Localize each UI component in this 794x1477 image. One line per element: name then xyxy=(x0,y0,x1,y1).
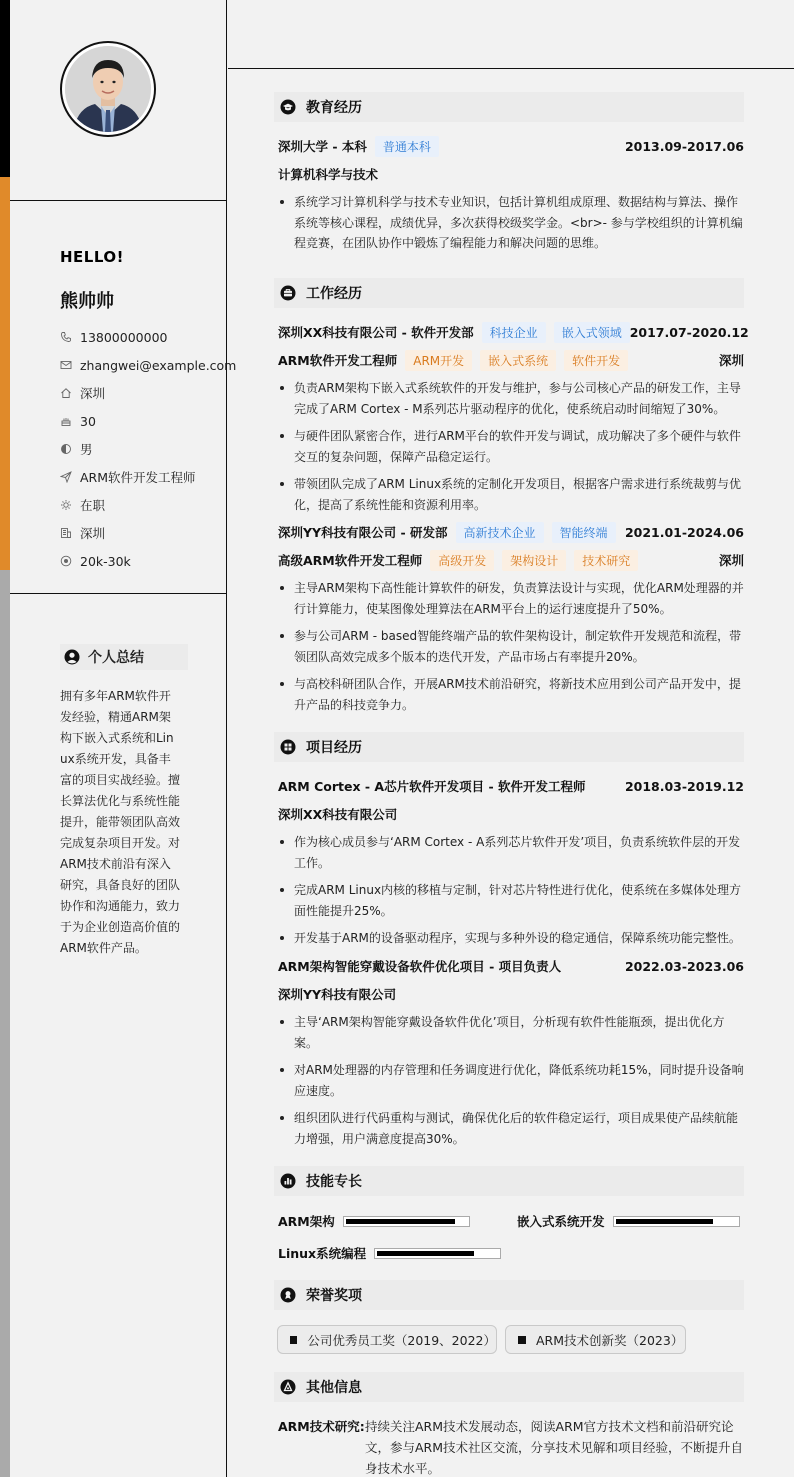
skill-item xyxy=(517,1211,740,1231)
job-1-role-tag: 软件开发 xyxy=(564,350,628,371)
project-1-title-row xyxy=(278,775,744,797)
project-1-date: 2018.03-2019.12 xyxy=(624,778,744,794)
award-badge xyxy=(505,1325,686,1354)
job-2-company-tag: 高新技术企业 xyxy=(456,522,544,543)
education-school: 深圳大学 - 本科 xyxy=(278,139,367,154)
skill-item xyxy=(278,1211,470,1231)
main-top-divider xyxy=(228,68,794,69)
list-item: 主导‘ARM架构智能穿戴设备软件优化’项目，分析现有软件性能瓶颈，提出优化方案。 xyxy=(278,1012,744,1053)
job-1-role-tag: ARM开发 xyxy=(405,350,472,371)
skill-name: ARM架构 xyxy=(278,1214,335,1229)
cake-icon xyxy=(60,415,72,427)
phone-icon xyxy=(60,331,72,343)
contact-info-list xyxy=(60,323,237,575)
award-text: ARM技术创新奖（2023） xyxy=(536,1332,684,1348)
project-1-company-row xyxy=(278,803,744,825)
job-1-city: 深圳 xyxy=(718,353,744,368)
status-icon xyxy=(60,499,72,511)
sidebar-divider xyxy=(10,200,227,201)
skill-level-bar xyxy=(613,1216,740,1227)
home-icon xyxy=(60,387,72,399)
info-phone: 13800000000 xyxy=(60,323,230,351)
email-icon xyxy=(60,359,72,371)
skill-level-fill xyxy=(616,1219,713,1224)
job-2-company-row xyxy=(278,521,744,543)
bar-chart-icon xyxy=(280,1173,296,1189)
list-item: 负责ARM架构下嵌入式系统软件的开发与维护，参与公司核心产品的研发工作，主导完成了ARM Cortex - M系列芯片驱动程序的优化，使系统启动时间缩短了30%。 xyxy=(278,378,744,419)
award-icon xyxy=(280,1287,296,1303)
summary-text: 拥有多年ARM软件开发经验，精通ARM架构下嵌入式系统和Linux系统开发，具备丰富的项目实战经验。擅长算法优化与系统性能提升，能带领团队高效完成复杂项目开发。对ARM技术前沿有深入研究，具备良好的团队协作和沟通能力，致力于为企业创造高价值的ARM软件产品。 xyxy=(60,689,181,955)
education-bullets xyxy=(278,192,744,261)
skill-name: 嵌入式系统开发 xyxy=(517,1214,605,1229)
project-2-company-row xyxy=(278,983,744,1005)
accent-stripe-orange xyxy=(0,177,10,570)
list-item: 开发基于ARM的设备驱动程序，实现与多种外设的稳定通信，保障系统功能完整性。 xyxy=(278,928,744,949)
skill-item xyxy=(278,1243,501,1263)
skill-level-bar xyxy=(374,1248,501,1259)
job-1-role-tag: 嵌入式系统 xyxy=(480,350,556,371)
award-badge xyxy=(277,1325,497,1354)
candidate-name: 熊帅帅 xyxy=(60,291,114,312)
projects-heading: 项目经历 xyxy=(274,732,744,762)
project-1-name: ARM Cortex - A芯片软件开发项目 - 软件开发工程师 xyxy=(278,779,586,794)
skill-name: Linux系统编程 xyxy=(278,1246,367,1261)
salary-icon xyxy=(60,555,72,567)
job-1-date: 2017.07-2020.12 xyxy=(629,324,749,340)
job-2-role: 高级ARM软件开发工程师 xyxy=(278,553,423,568)
list-item: 系统学习计算机科学与技术专业知识，包括计算机组成原理、数据结构与算法、操作系统等核心课程，成绩优异，多次获得校级奖学金。<br>- 参与学校组织的计算机编程竞赛，在团队协作中锻炼了编程能力和解决问题的思维。 xyxy=(278,192,744,254)
project-2-bullets xyxy=(278,1012,744,1156)
job-2-company: 深圳YY科技有限公司 - 研发部 xyxy=(278,525,448,540)
project-1-bullets xyxy=(278,832,744,956)
hello-heading: HELLO! xyxy=(60,248,124,266)
education-tag: 普通本科 xyxy=(375,136,439,157)
info-position: ARM软件开发工程师 xyxy=(60,463,230,491)
job-2-role-tag: 架构设计 xyxy=(502,550,566,571)
education-major: 计算机科学与技术 xyxy=(278,167,379,182)
grid-icon xyxy=(280,739,296,755)
building-icon xyxy=(60,527,72,539)
other-info-value: 持续关注ARM技术发展动态，阅读ARM官方技术文档和前沿研究论文，参与ARM技术社区交流，分享技术见解和项目经验，不断提升自身技术水平。 xyxy=(365,1419,744,1476)
job-1-company-row xyxy=(278,321,749,343)
other-info-key: ARM技术研究: xyxy=(278,1419,365,1434)
list-item: 组织团队进行代码重构与测试，确保优化后的软件稳定运行，项目成果使产品续航能力增强，用户满意度提高30%。 xyxy=(278,1108,744,1149)
education-school-row xyxy=(278,135,744,157)
project-2-name: ARM架构智能穿戴设备软件优化项目 - 项目负责人 xyxy=(278,959,562,974)
list-item: 对ARM处理器的内存管理和任务调度进行优化，降低系统功耗15%，同时提升设备响应速度。 xyxy=(278,1060,744,1101)
info-status: 在职 xyxy=(60,491,230,519)
education-date: 2013.09-2017.06 xyxy=(624,138,744,154)
job-1-role-row xyxy=(278,349,744,371)
job-1-company-tag: 科技企业 xyxy=(482,322,546,343)
project-1-company: 深圳XX科技有限公司 xyxy=(278,807,398,822)
job-2-role-row xyxy=(278,549,744,571)
job-2-date: 2021.01-2024.06 xyxy=(624,524,744,540)
main-content xyxy=(228,0,794,1477)
graduation-cap-icon xyxy=(280,99,296,115)
job-1-bullets xyxy=(278,378,744,522)
skill-level-bar xyxy=(343,1216,470,1227)
accent-stripe-black xyxy=(0,0,10,177)
job-2-city: 深圳 xyxy=(718,553,744,568)
other-heading: 其他信息 xyxy=(274,1372,744,1402)
list-item: 与硬件团队紧密合作，进行ARM平台的软件开发与调试，成功解决了多个硬件与软件交互的复杂问题，保障产品稳定运行。 xyxy=(278,426,744,467)
list-item: 完成ARM Linux内核的移植与定制，针对芯片特性进行优化，使系统在多媒体处理方面性能提升25%。 xyxy=(278,880,744,921)
info-target-city: 深圳 xyxy=(60,519,230,547)
list-item: 参与公司ARM - based智能终端产品的软件架构设计，制定软件开发规范和流程，带领团队高效完成多个版本的迭代开发，产品市场占有率提升20%。 xyxy=(278,626,744,667)
user-circle-icon xyxy=(64,649,80,665)
avatar-photo xyxy=(65,46,151,132)
job-2-role-tag: 技术研究 xyxy=(574,550,638,571)
info-email: zhangwei@example.com xyxy=(60,351,230,379)
job-2-role-tag: 高级开发 xyxy=(430,550,494,571)
send-icon xyxy=(60,471,72,483)
education-major-row xyxy=(278,163,744,185)
sidebar xyxy=(10,0,237,1477)
briefcase-icon xyxy=(280,285,296,301)
project-2-company: 深圳YY科技有限公司 xyxy=(278,987,397,1002)
skill-level-fill xyxy=(377,1251,474,1256)
info-salary: 20k-30k xyxy=(60,547,230,575)
info-gender: 男 xyxy=(60,435,230,463)
info-badge-icon xyxy=(280,1379,296,1395)
job-1-company: 深圳XX科技有限公司 - 软件开发部 xyxy=(278,325,474,340)
summary-heading: 个人总结 xyxy=(60,644,188,670)
job-2-bullets xyxy=(278,578,744,722)
accent-stripe-gray xyxy=(0,570,10,1477)
list-item: 带领团队完成了ARM Linux系统的定制化开发项目，根据客户需求进行系统裁剪与优化，提高了系统性能和资源利用率。 xyxy=(278,474,744,515)
bullet-square-icon xyxy=(518,1336,526,1344)
job-1-company-tag: 嵌入式领域 xyxy=(554,322,630,343)
gender-icon xyxy=(60,443,72,455)
award-text: 公司优秀员工奖（2019、2022） xyxy=(307,1332,496,1348)
avatar xyxy=(60,41,156,137)
project-2-title-row xyxy=(278,955,744,977)
list-item: 与高校科研团队合作，开展ARM技术前沿研究，将新技术应用到公司产品开发中，提升产品的科技竞争力。 xyxy=(278,674,744,715)
info-age: 30 xyxy=(60,407,230,435)
skill-level-fill xyxy=(346,1219,455,1224)
sidebar-divider xyxy=(10,593,227,594)
list-item: 主导ARM架构下高性能计算软件的研发，负责算法设计与实现，优化ARM处理器的并行计算能力，使某图像处理算法在ARM平台上的运行速度提升了50%。 xyxy=(278,578,744,619)
awards-heading: 荣誉奖项 xyxy=(274,1280,744,1310)
work-heading: 工作经历 xyxy=(274,278,744,308)
project-2-date: 2022.03-2023.06 xyxy=(624,958,744,974)
job-2-company-tag: 智能终端 xyxy=(552,522,616,543)
education-heading: 教育经历 xyxy=(274,92,744,122)
other-info-row xyxy=(278,1416,744,1477)
bullet-square-icon xyxy=(290,1336,297,1344)
info-location: 深圳 xyxy=(60,379,230,407)
job-1-role: ARM软件开发工程师 xyxy=(278,353,398,368)
list-item: 作为核心成员参与‘ARM Cortex - A系列芯片软件开发’项目，负责系统软件层的开发工作。 xyxy=(278,832,744,873)
skills-heading: 技能专长 xyxy=(274,1166,744,1196)
